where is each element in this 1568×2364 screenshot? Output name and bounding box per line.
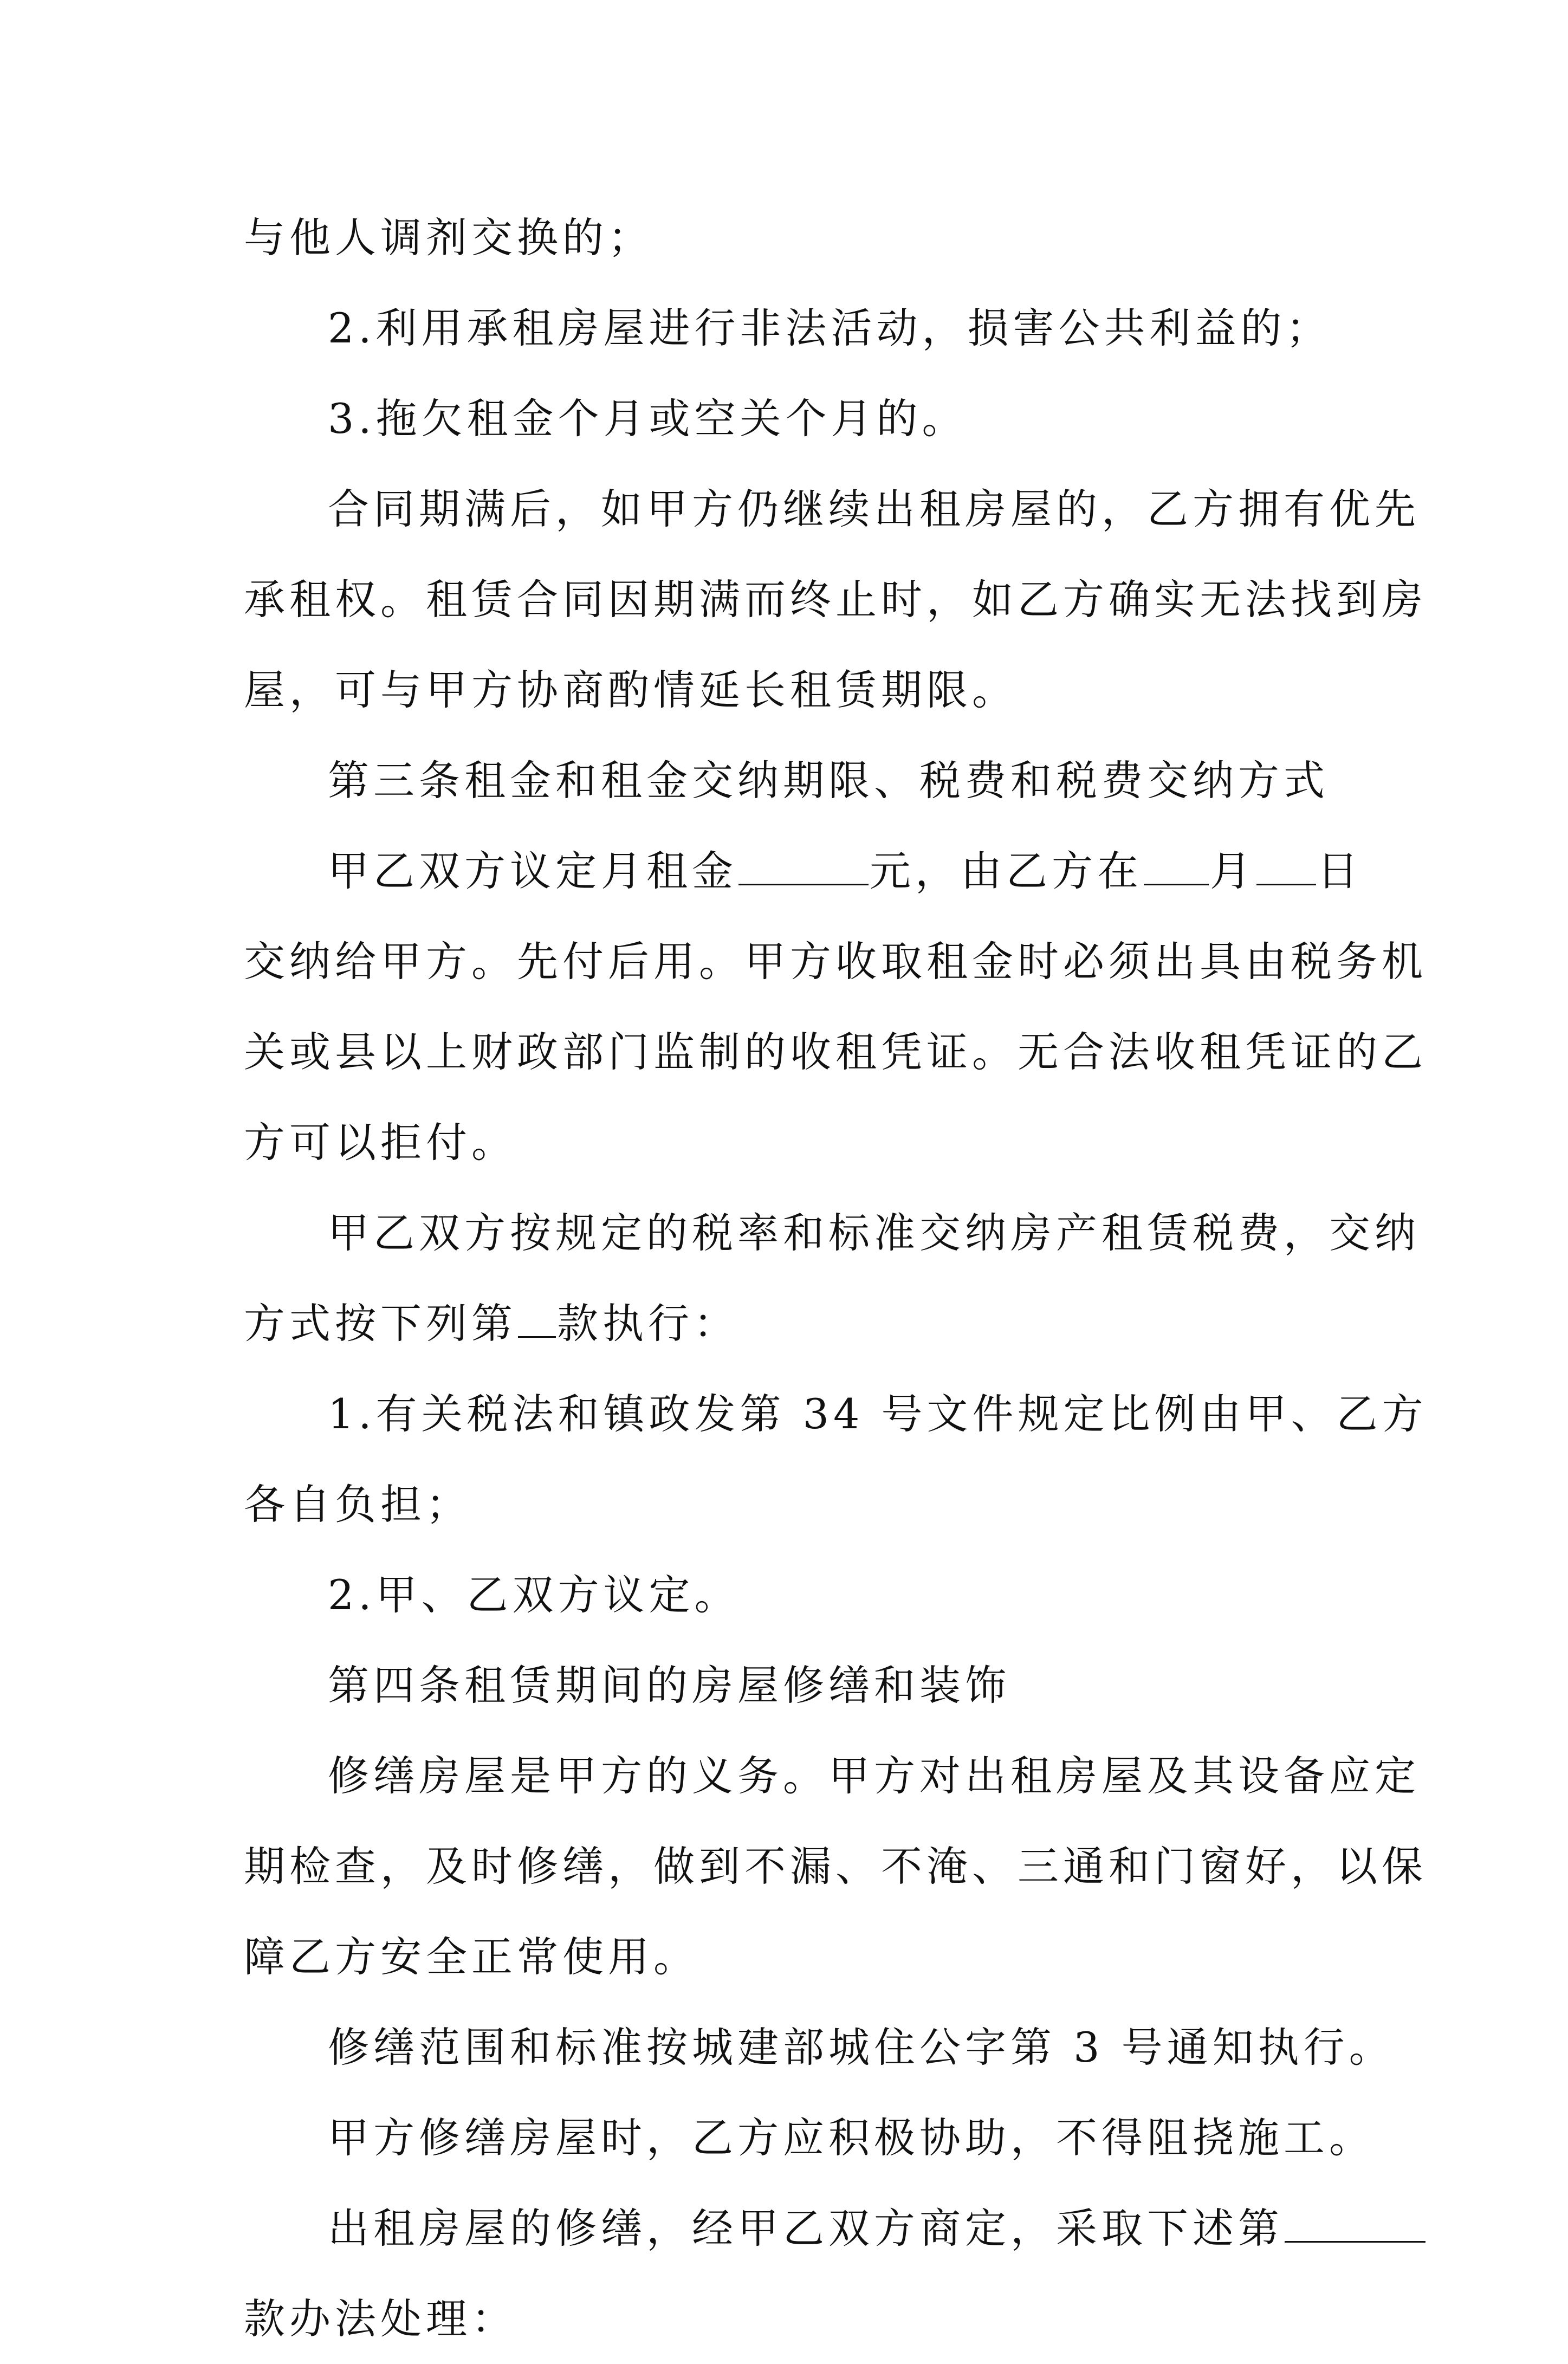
text-line: 承租权。租赁合同因期满而终止时，如乙方确实无法找到房	[244, 575, 1427, 624]
rent-text-1: 甲乙双方议定月租金	[328, 847, 737, 895]
section-heading: 第三条租金和租金交纳期限、税费和税费交纳方式	[328, 756, 1329, 805]
text-line: 关或县以上财政部门监制的收租凭证。无合法收租凭证的乙	[244, 1028, 1427, 1076]
text-line: 交纳给甲方。先付后用。甲方收取租金时必须出具由税务机	[244, 937, 1427, 986]
text-line: 甲方修缮房屋时，乙方应积极协助，不得阻挠施工。	[328, 2114, 1375, 2162]
rent-amount-blank	[738, 843, 869, 885]
text-line: 3.拖欠租金个月或空关个月的。	[328, 394, 968, 443]
month-blank	[1144, 843, 1209, 885]
text-line: 期检查，及时修缮，做到不漏、不淹、三通和门窗好，以保	[244, 1842, 1427, 1890]
rent-text-4: 日	[1317, 847, 1363, 895]
tax-method-line	[244, 1278, 1338, 1369]
text-line: 款办法处理：	[244, 2295, 517, 2343]
day-blank	[1256, 843, 1316, 885]
text-line: 修缮房屋是甲方的义务。甲方对出租房屋及其设备应定	[328, 1752, 1420, 1800]
text-line: 甲乙双方按规定的税率和标准交纳房产租赁税费，交纳	[328, 1209, 1420, 1257]
tax-method-text-1: 方式按下列第	[244, 1299, 517, 1348]
tax-method-text-2: 款执行：	[557, 1299, 739, 1348]
repair-method-line	[244, 2183, 1338, 2274]
text-line: 方可以拒付。	[244, 1118, 517, 1167]
text-line: 与他人调剂交换的；	[244, 213, 653, 262]
section-heading: 第四条租赁期间的房屋修缮和装饰	[328, 1661, 1010, 1709]
text-line: 屋，可与甲方协商酌情延长租赁期限。	[244, 666, 1018, 714]
repair-clause-blank	[1285, 2200, 1426, 2243]
rent-text-2: 元，由乙方在	[870, 847, 1143, 895]
text-line: 障乙方安全正常使用。	[244, 1933, 699, 1981]
rent-text-3: 月	[1210, 847, 1255, 895]
text-line: 各自负担；	[244, 1480, 471, 1528]
text-line: 合同期满后，如甲方仍继续出租房屋的，乙方拥有优先	[328, 485, 1420, 533]
text-line: 修缮范围和标准按城建部城住公字第 3 号通知执行。	[328, 2023, 1395, 2071]
repair-method-text: 出租房屋的修缮，经甲乙双方商定，采取下述第	[328, 2204, 1284, 2252]
rent-line	[244, 826, 1363, 916]
clause-number-blank	[518, 1295, 556, 1338]
text-line: 1.有关税法和镇政发第 34 号文件规定比例由甲、乙方	[328, 1390, 1428, 1438]
text-line: 2.利用承租房屋进行非法活动，损害公共利益的；	[328, 304, 1332, 352]
text-line: 2.甲、乙双方议定。	[328, 1571, 740, 1619]
document-body	[244, 192, 1428, 2364]
